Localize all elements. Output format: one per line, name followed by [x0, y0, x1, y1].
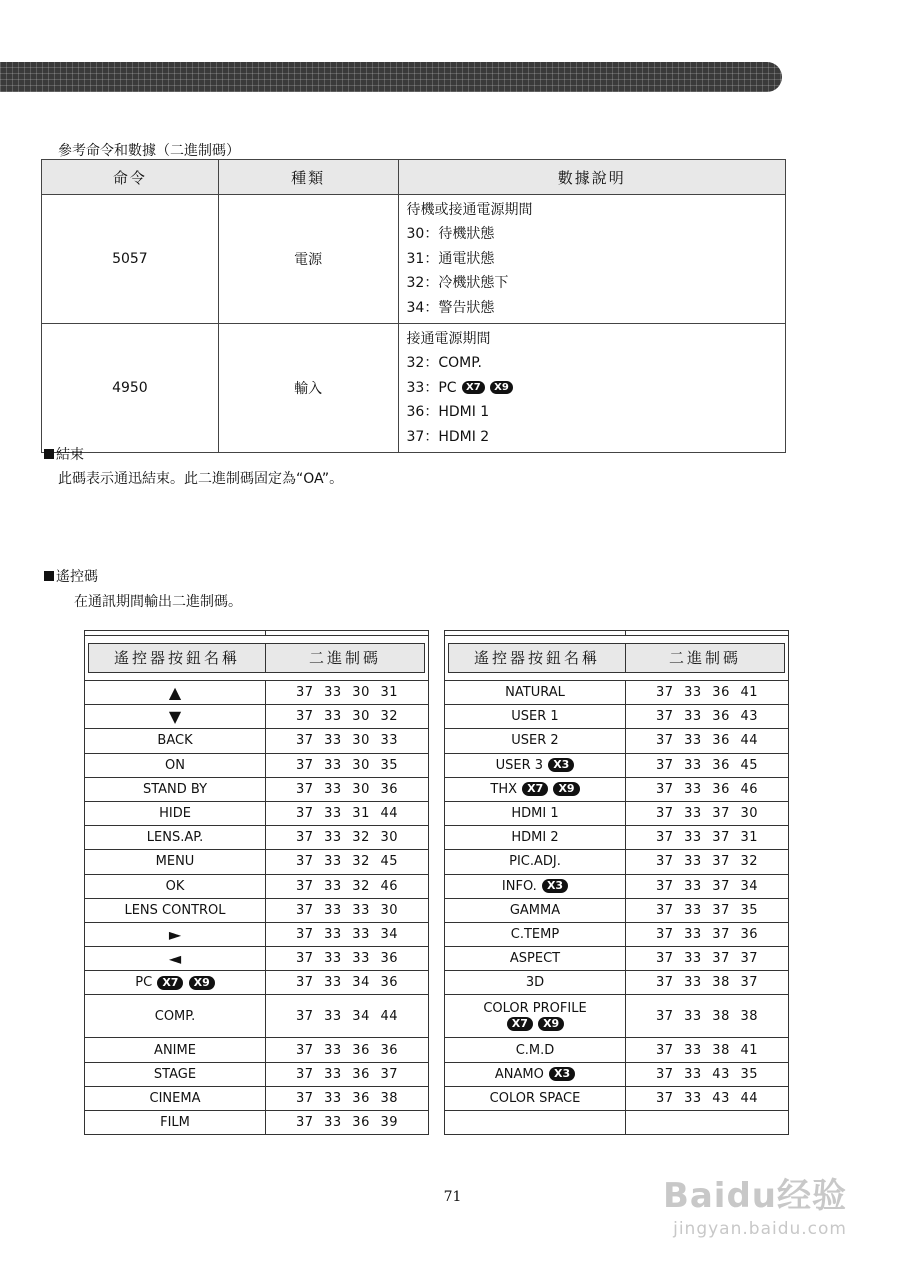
description-line: 待機或接通電源期間 — [406, 202, 533, 218]
button-name-cell — [85, 777, 266, 801]
binary-code-cell: 37 33 37 36 — [626, 922, 789, 946]
table-row — [445, 681, 789, 705]
button-name-cell — [445, 922, 626, 946]
button-name: USER 2 — [511, 733, 559, 749]
button-name: ► — [168, 924, 182, 944]
header-command: 命令 — [42, 160, 219, 195]
table-row — [445, 801, 789, 825]
header-button-name: 遙控器按鈕名稱 — [449, 644, 626, 672]
model-badge: X3 — [549, 1067, 575, 1081]
button-name: ANIME — [154, 1042, 196, 1058]
page-number: 71 — [443, 1189, 462, 1205]
binary-code-cell: 37 33 36 43 — [626, 705, 789, 729]
table-row — [445, 705, 789, 729]
table-row — [445, 874, 789, 898]
description-line: 36：HDMI 1 — [406, 404, 490, 421]
description-line: 31：通電狀態 — [406, 250, 495, 267]
button-name-cell — [445, 777, 626, 801]
button-name: HDMI 2 — [511, 830, 559, 846]
button-name: ON — [165, 757, 185, 773]
binary-code-cell: 37 33 33 34 — [266, 922, 429, 946]
table-row — [445, 850, 789, 874]
model-badge: X7 — [462, 381, 485, 394]
binary-code-cell: 37 33 43 44 — [626, 1086, 789, 1110]
button-name-cell — [85, 995, 266, 1038]
table-row — [85, 826, 429, 850]
model-badge: X7 — [522, 782, 548, 796]
binary-code-cell: 37 33 32 30 — [266, 826, 429, 850]
binary-code-cell: 37 33 32 45 — [266, 850, 429, 874]
table-row — [445, 1038, 789, 1062]
model-badge: X9 — [553, 782, 579, 796]
button-name: STAGE — [153, 1066, 197, 1082]
model-badge: X3 — [542, 879, 568, 893]
table-row — [85, 753, 429, 777]
button-name-cell — [85, 1038, 266, 1062]
button-name-cell — [445, 947, 626, 971]
button-name-cell — [85, 947, 266, 971]
watermark — [663, 1168, 847, 1239]
command-cell: 5057 — [42, 195, 219, 324]
header-binary-code: 二進制碼 — [668, 649, 741, 667]
button-name: STAND BY — [142, 781, 208, 797]
button-name: COLOR PROFILE — [483, 1000, 587, 1016]
table-row — [85, 705, 429, 729]
remote-table-header — [85, 636, 429, 681]
binary-code-cell: 37 33 38 41 — [626, 1038, 789, 1062]
binary-code-cell: 37 33 38 37 — [626, 971, 789, 995]
binary-code-cell: 37 33 43 35 — [626, 1062, 789, 1086]
description-line: 32：COMP. — [406, 355, 482, 372]
table-row — [85, 971, 429, 995]
button-name-cell — [445, 1038, 626, 1062]
button-name: INFO. — [501, 878, 537, 894]
end-section-text: 此碼表示通迅結束。此二進制碼固定為“OA”。 — [58, 471, 344, 487]
button-name: BACK — [157, 733, 193, 749]
binary-code-cell: 37 33 33 36 — [266, 947, 429, 971]
table-row — [445, 1111, 789, 1135]
table-row — [445, 753, 789, 777]
badge-line — [445, 1017, 625, 1032]
table-row — [42, 195, 786, 324]
button-name-cell — [445, 898, 626, 922]
button-name-cell — [85, 922, 266, 946]
button-name: 3D — [525, 975, 545, 991]
table-row — [85, 898, 429, 922]
button-name: LENS CONTROL — [124, 902, 226, 918]
remote-code-table-right — [444, 630, 789, 1135]
binary-code-cell: 37 33 30 33 — [266, 729, 429, 753]
description-line: 30：待機狀態 — [406, 226, 495, 243]
binary-code-cell — [626, 1111, 789, 1135]
button-name: PC — [135, 975, 153, 991]
model-badge: X9 — [538, 1017, 564, 1031]
header-data-description: 數據說明 — [398, 160, 785, 195]
button-name-cell — [445, 753, 626, 777]
button-name: GAMMA — [509, 902, 561, 918]
button-name-cell — [85, 753, 266, 777]
remote-section-title: 遙控碼 — [44, 566, 98, 586]
button-name-cell — [85, 1086, 266, 1110]
button-name-cell — [85, 729, 266, 753]
square-bullet-icon — [44, 571, 54, 581]
binary-code-cell: 37 33 34 44 — [266, 995, 429, 1038]
binary-code-cell: 37 33 36 38 — [266, 1086, 429, 1110]
button-name: FILM — [160, 1115, 190, 1131]
button-name: MENU — [155, 854, 195, 870]
table-row — [445, 729, 789, 753]
button-name: LENS.AP. — [146, 830, 204, 846]
table-row — [85, 922, 429, 946]
binary-code-cell: 37 33 36 45 — [626, 753, 789, 777]
button-name: HDMI 1 — [511, 806, 559, 822]
button-name: ▲ — [168, 683, 182, 703]
model-badge: X9 — [490, 381, 513, 394]
binary-code-cell: 37 33 37 37 — [626, 947, 789, 971]
table-row — [445, 1086, 789, 1110]
button-name-cell — [445, 1086, 626, 1110]
button-name-cell — [445, 1111, 626, 1135]
binary-code-cell: 37 33 30 32 — [266, 705, 429, 729]
header-bar — [0, 62, 782, 92]
table-row — [85, 777, 429, 801]
button-name-cell — [85, 681, 266, 705]
button-name-cell — [85, 826, 266, 850]
model-badge: X3 — [548, 758, 574, 772]
binary-code-cell: 37 33 33 30 — [266, 898, 429, 922]
watermark-url: jingyan.baidu.com — [673, 1219, 847, 1239]
button-name: PIC.ADJ. — [509, 854, 561, 870]
button-name: COMP. — [154, 1008, 196, 1024]
binary-code-cell: 37 33 36 46 — [626, 777, 789, 801]
table-row — [445, 898, 789, 922]
description-cell — [398, 323, 785, 452]
description-line: 34：警告狀態 — [406, 299, 495, 316]
binary-code-cell: 37 33 30 31 — [266, 681, 429, 705]
table-row — [85, 1111, 429, 1135]
table-row — [85, 995, 429, 1038]
button-name: ANAMO — [494, 1066, 544, 1082]
description-line: 32：冷機狀態下 — [406, 275, 509, 292]
button-name: ▼ — [168, 707, 182, 727]
button-name-cell — [445, 681, 626, 705]
watermark-logo: Baidu经验 — [662, 1176, 847, 1216]
button-name-cell — [445, 1062, 626, 1086]
binary-code-cell: 37 33 36 37 — [266, 1062, 429, 1086]
button-name: USER 3 — [495, 757, 544, 773]
table-row — [445, 947, 789, 971]
button-name-cell — [85, 850, 266, 874]
description-line: 37：HDMI 2 — [406, 428, 490, 445]
table-row — [42, 323, 786, 452]
button-name-cell — [445, 874, 626, 898]
button-name: USER 1 — [511, 709, 559, 725]
button-name: COLOR SPACE — [489, 1090, 581, 1106]
table-row — [85, 850, 429, 874]
model-badge: X7 — [507, 1017, 533, 1031]
command-cell: 4950 — [42, 323, 219, 452]
model-badge: X7 — [157, 976, 183, 990]
button-name-cell — [445, 729, 626, 753]
end-section-title: 結束 — [44, 444, 84, 464]
table-row — [85, 947, 429, 971]
button-name-cell — [445, 971, 626, 995]
button-name: OK — [165, 878, 185, 894]
square-bullet-icon — [44, 449, 54, 459]
button-name-cell — [85, 1111, 266, 1135]
table-row — [85, 1086, 429, 1110]
table-row — [445, 777, 789, 801]
button-name: HIDE — [159, 806, 191, 822]
table-row — [445, 1062, 789, 1086]
table-row — [445, 971, 789, 995]
reference-command-table — [41, 159, 786, 453]
button-name-cell — [445, 801, 626, 825]
description-line: 接通電源期間 — [406, 330, 491, 347]
binary-code-cell: 37 33 36 36 — [266, 1038, 429, 1062]
remote-table-header — [445, 636, 789, 681]
binary-code-cell: 37 33 36 39 — [266, 1111, 429, 1135]
button-name-cell — [85, 801, 266, 825]
table-row — [85, 729, 429, 753]
button-name: ◄ — [168, 949, 182, 969]
button-name: NATURAL — [505, 685, 565, 701]
table-row — [445, 922, 789, 946]
section-title: 參考命令和數據（二進制碼） — [58, 143, 240, 159]
binary-code-cell: 37 33 32 46 — [266, 874, 429, 898]
binary-code-cell: 37 33 34 36 — [266, 971, 429, 995]
type-cell: 輸入 — [218, 323, 398, 452]
button-name-cell — [85, 1062, 266, 1086]
table-row — [85, 801, 429, 825]
binary-code-cell: 37 33 30 35 — [266, 753, 429, 777]
button-name-cell — [445, 850, 626, 874]
binary-code-cell: 37 33 31 44 — [266, 801, 429, 825]
header-binary-code: 二進制碼 — [308, 649, 381, 667]
table-row — [85, 1062, 429, 1086]
description-line: 33：PC X7 X9 — [407, 376, 785, 400]
table-row — [85, 681, 429, 705]
table-row — [445, 826, 789, 850]
button-name: C.M.D — [515, 1042, 555, 1058]
button-name: ASPECT — [509, 951, 561, 967]
button-name-cell — [445, 826, 626, 850]
binary-code-cell: 37 33 37 31 — [626, 826, 789, 850]
reference-table-header — [42, 160, 786, 195]
button-name-cell — [85, 705, 266, 729]
binary-code-cell: 37 33 38 38 — [626, 995, 789, 1038]
binary-code-cell: 37 33 37 32 — [626, 850, 789, 874]
model-badge: X9 — [189, 976, 215, 990]
button-name: THX — [490, 781, 518, 797]
remote-section-text: 在通訊期間輸出二進制碼。 — [74, 594, 242, 610]
description-cell — [398, 195, 785, 324]
table-row — [85, 1038, 429, 1062]
table-row — [445, 995, 789, 1038]
remote-code-table-left — [84, 630, 429, 1135]
button-name: CINEMA — [149, 1090, 201, 1106]
button-name: C.TEMP — [510, 926, 560, 942]
button-name-cell — [445, 995, 626, 1038]
binary-code-cell: 37 33 37 30 — [626, 801, 789, 825]
type-cell: 電源 — [218, 195, 398, 324]
button-name-cell — [445, 705, 626, 729]
header-type: 種類 — [218, 160, 398, 195]
binary-code-cell: 37 33 30 36 — [266, 777, 429, 801]
button-name-cell — [85, 874, 266, 898]
binary-code-cell: 37 33 36 44 — [626, 729, 789, 753]
button-name-cell — [85, 898, 266, 922]
header-button-name: 遙控器按鈕名稱 — [89, 644, 266, 672]
binary-code-cell: 37 33 36 41 — [626, 681, 789, 705]
binary-code-cell: 37 33 37 34 — [626, 874, 789, 898]
button-name-cell — [85, 971, 266, 995]
binary-code-cell: 37 33 37 35 — [626, 898, 789, 922]
table-row — [85, 874, 429, 898]
